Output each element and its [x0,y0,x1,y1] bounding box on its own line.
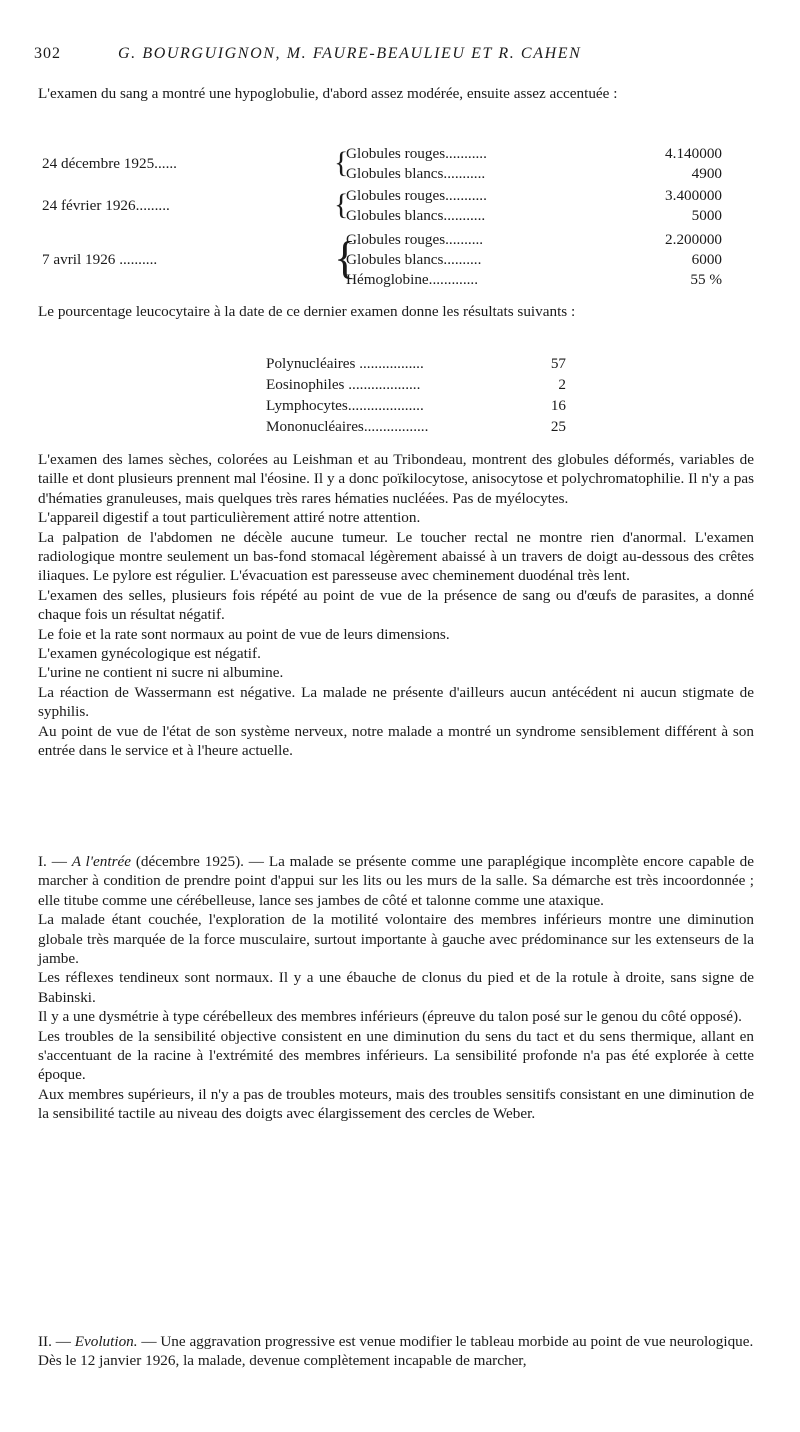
leuco-intro-text: Le pourcentage leucocytaire à la date de ce dernier examen donne les résultats suivants : [38,303,576,320]
leuco-label: Lymphocytes.................... [266,397,424,414]
blood-count-date: 7 avril 1926 .......... [42,251,158,268]
leuco-intro-paragraph [38,302,754,321]
section-2-number: II. — [38,1333,75,1350]
body-paragraph: Aux membres supérieurs, il n'y a pas de troubles moteurs, mais des troubles sensitifs consistant en une diminution de la sensibilité tactile au niveau des doigts avec élargissement des cercles de Weber. [38,1085,754,1123]
leuco-value: 16 [550,397,566,414]
section-2 [38,1332,754,1371]
section-1 [38,852,754,1124]
intro-paragraph [38,84,754,103]
body-paragraph: L'examen des selles, plusieurs fois répété au point de vue de la présence de sang ou d'œufs de parasites, a donné chaque fois un résultat négatif. [38,586,754,624]
blood-count-group [42,186,722,230]
blood-count-value: 4900 [691,165,722,182]
page-number: 302 [34,45,61,62]
section-2-text: — Une aggravation progressive est venue modifier le tableau morbide au point de vue neurologique. [137,1333,754,1350]
blood-count-group [42,144,722,186]
body-paragraph: L'urine ne contient ni sucre ni albumine. [38,664,284,682]
brace-glyph: { [334,232,357,283]
running-head-authors: G. BOURGUIGNON, M. FAURE-BEAULIEU ET R. CAHEN [118,45,582,62]
body-paragraph: Au point de vue de l'état de son système nerveux, notre malade a montré un syndrome sensiblement différent à son entrée dans le service et à l'heure actuelle. [38,722,754,760]
leuco-value: 57 [550,355,566,372]
body-paragraph: Il y a une dysmétrie à type cérébelleux des membres inférieurs (épreuve du talon posé sur le genou du côté opposé). [38,1008,742,1026]
intro-text: L'examen du sang a montré une hypoglobulie, d'abord assez modérée, ensuite assez accentuée : [38,85,618,102]
brace-glyph: { [334,146,349,179]
body-paragraph: La palpation de l'abdomen ne décèle aucune tumeur. Le toucher rectal ne montre rien d'anormal. L'examen radiologique montre seulement un bas-fond stomacal légèrement abaissé à un travers de doigt au-dessous des crêtes iliaques. Le pylore est régulier. L'évacuation est paresseuse avec cheminement duodénal très lent. [38,528,754,585]
leuco-value: 25 [550,418,566,435]
blood-count-table [42,144,722,294]
blood-count-label: Globules blancs.......... [346,251,482,268]
body-paragraph: Les réflexes tendineux sont normaux. Il y a une ébauche de clonus du pied et de la rotule à droite, sans signe de Babinski. [38,969,754,1006]
leuco-label: Polynucléaires ................. [266,355,424,372]
blood-count-date: 24 février 1926......... [42,197,170,214]
leuco-row [266,396,566,417]
blood-count-label: Globules rouges........... [346,187,487,204]
leuco-label: Eosinophiles ................... [266,376,421,393]
section-1-paragraph [38,852,754,910]
blood-count-label: Globules blancs........... [346,207,486,224]
blood-count-value: 4.140000 [665,145,722,162]
blood-count-label: Globules rouges.......... [346,231,484,248]
body-paragraph: Les troubles de la sensibilité objective consistent en une diminution du sens du tact et du sens thermique, allant en s'accentuant de la racine à l'extrémité des membres inférieurs. La sensibilité profonde n'a pas été explorée à cette époque. [38,1027,754,1084]
section-1-number: I. — [38,853,72,870]
section-1-title: A l'entrée [71,853,131,870]
body-paragraph: L'appareil digestif a tout particulièrement attiré notre attention. [38,509,421,527]
blood-count-label: Globules blancs........... [346,165,486,182]
blood-count-date: 24 décembre 1925...... [42,155,177,172]
body-text-a [38,450,754,761]
blood-count-value: 5000 [691,207,722,224]
body-paragraph: L'examen des lames sèches, colorées au Leishman et au Tribondeau, montrent des globules déformés, variables de taille et dont plusieurs prennent mal l'éosine. Il y a donc poïkilocytose, anisocytose et polychromatophilie. Il n'y a pas d'hématies granuleuses, mais quelques très rares hématies nucléées. Pas de myélocytes. [38,451,754,507]
section-2-paragraph [38,1332,754,1351]
leucocyte-formula-table [266,354,566,438]
leuco-row [266,417,566,438]
body-paragraph: La malade étant couchée, l'exploration de la motilité volontaire des membres inférieurs montre une diminution globale très marquée de la force musculaire, surtout importante à gauche avec prédominance sur les extenseurs de la jambe. [38,911,754,968]
blood-count-value: 55 % [690,271,722,288]
blood-count-label: Globules rouges........... [346,145,487,162]
body-paragraph: L'examen gynécologique est négatif. [38,645,261,663]
blood-count-value: 6000 [691,251,722,268]
body-paragraph-last: Dès le 12 janvier 1926, la malade, devenue complètement incapable de marcher, [38,1352,527,1370]
section-2-title: Evolution. [74,1333,138,1350]
blood-count-value: 2.200000 [665,231,722,248]
blood-count-group [42,230,722,294]
leuco-label: Mononucléaires................. [266,418,429,435]
leuco-value: 2 [558,376,566,393]
section-1-text: (décembre 1925). — La malade se présente comme une paraplégique incomplète encore capable de marcher à condition de prendre point d'appui sur les lits ou les murs de la salle. Sa démarche est très incoordonnée ; elle titube comme une cérébelleuse, lance ses jambes de côté et talonne comme une ataxique. [38,853,755,909]
body-paragraph: Le foie et la rate sont normaux au point de vue de leurs dimensions. [38,625,450,643]
running-header [34,44,764,68]
blood-count-value: 3.400000 [665,187,722,204]
body-paragraph: La réaction de Wassermann est négative. La malade ne présente d'ailleurs aucun antécédent ni aucun stigmate de syphilis. [38,683,754,721]
leuco-row [266,375,566,396]
blood-count-label: Hémoglobine............. [346,271,479,288]
leuco-row [266,354,566,375]
brace-glyph: { [334,188,349,221]
